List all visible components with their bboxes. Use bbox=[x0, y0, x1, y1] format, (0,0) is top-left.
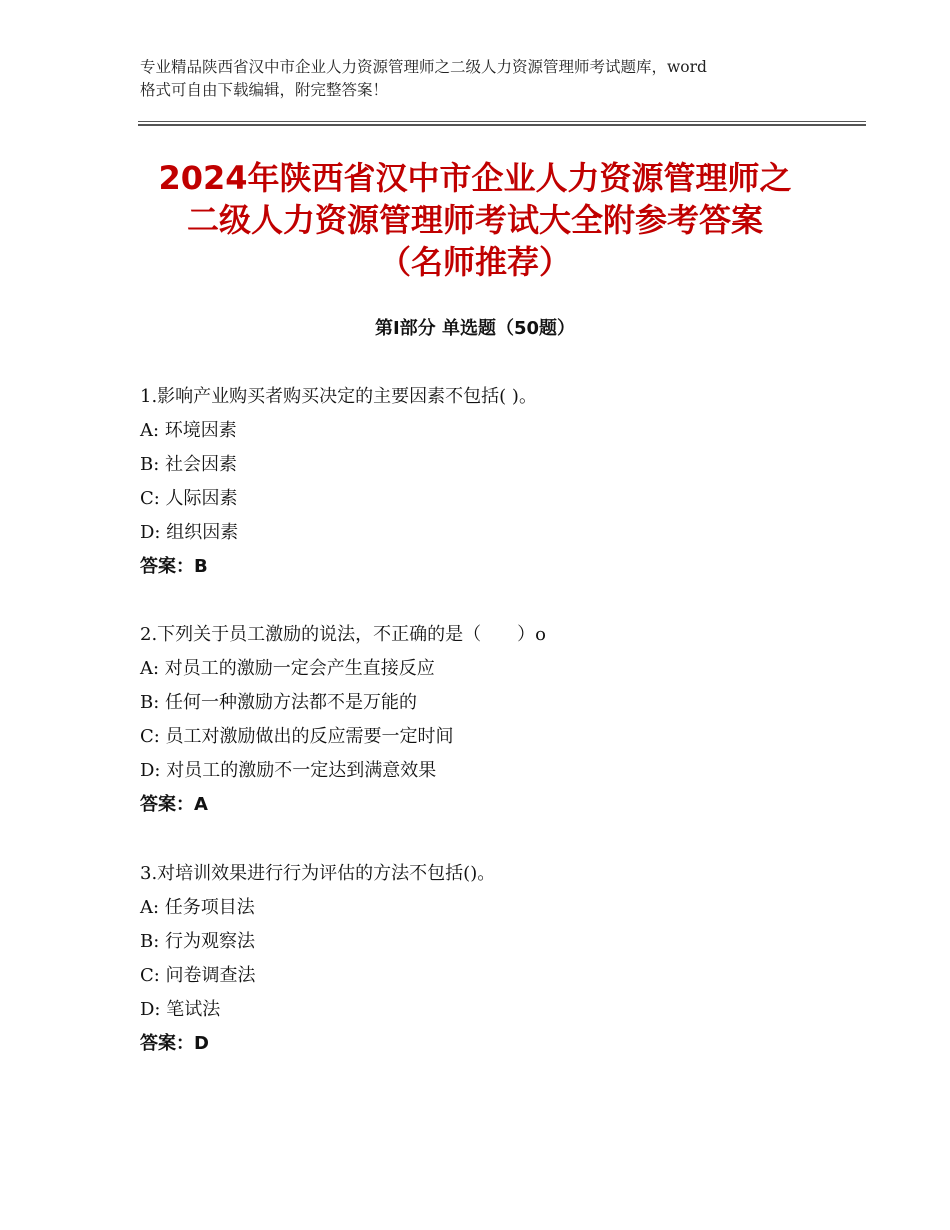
option-d: D: 组织因素 bbox=[140, 522, 239, 543]
option-b: B: 任何一种激励方法都不是万能的 bbox=[140, 692, 418, 713]
option-c: C: 人际因素 bbox=[140, 488, 238, 509]
document-title bbox=[100, 157, 850, 283]
header-note bbox=[140, 56, 820, 102]
question-2 bbox=[140, 618, 840, 822]
question-3 bbox=[140, 857, 840, 1061]
option-b: B: 行为观察法 bbox=[140, 931, 256, 952]
question-stem: 2.下列关于员工激励的说法，不正确的是（ ）o bbox=[140, 624, 547, 645]
question-stem: 3.对培训效果进行行为评估的方法不包括()。 bbox=[140, 863, 496, 884]
answer: 答案：D bbox=[140, 1033, 209, 1054]
question-1 bbox=[140, 380, 840, 584]
option-b: B: 社会因素 bbox=[140, 454, 238, 475]
section-heading: 第Ⅰ部分 单选题（50题） bbox=[374, 318, 575, 339]
option-a: A: 任务项目法 bbox=[140, 897, 255, 918]
option-a: A: 对员工的激励一定会产生直接反应 bbox=[140, 658, 435, 679]
header-note-line-2: 格式可自由下载编辑，附完整答案！ bbox=[140, 81, 389, 99]
option-d: D: 对员工的激励不一定达到满意效果 bbox=[140, 760, 437, 781]
answer: 答案：B bbox=[140, 556, 208, 577]
option-c: C: 问卷调查法 bbox=[140, 965, 256, 986]
header-note-line-1: 专业精品陕西省汉中市企业人力资源管理师之二级人力资源管理师考试题库，word bbox=[140, 58, 707, 76]
title-line-2: 二级人力资源管理师考试大全附参考答案 bbox=[186, 201, 763, 239]
answer: 答案：A bbox=[140, 794, 208, 815]
option-c: C: 员工对激励做出的反应需要一定时间 bbox=[140, 726, 454, 747]
option-d: D: 笔试法 bbox=[140, 999, 221, 1020]
title-line-1: 2024年陕西省汉中市企业人力资源管理师之 bbox=[158, 159, 792, 197]
question-stem: 1.影响产业购买者购买决定的主要因素不包括( )。 bbox=[140, 386, 537, 407]
header-divider-thick bbox=[138, 124, 866, 126]
title-line-3: （名师推荐） bbox=[378, 243, 571, 281]
header-divider-thin bbox=[138, 121, 866, 122]
option-a: A: 环境因素 bbox=[140, 420, 237, 441]
